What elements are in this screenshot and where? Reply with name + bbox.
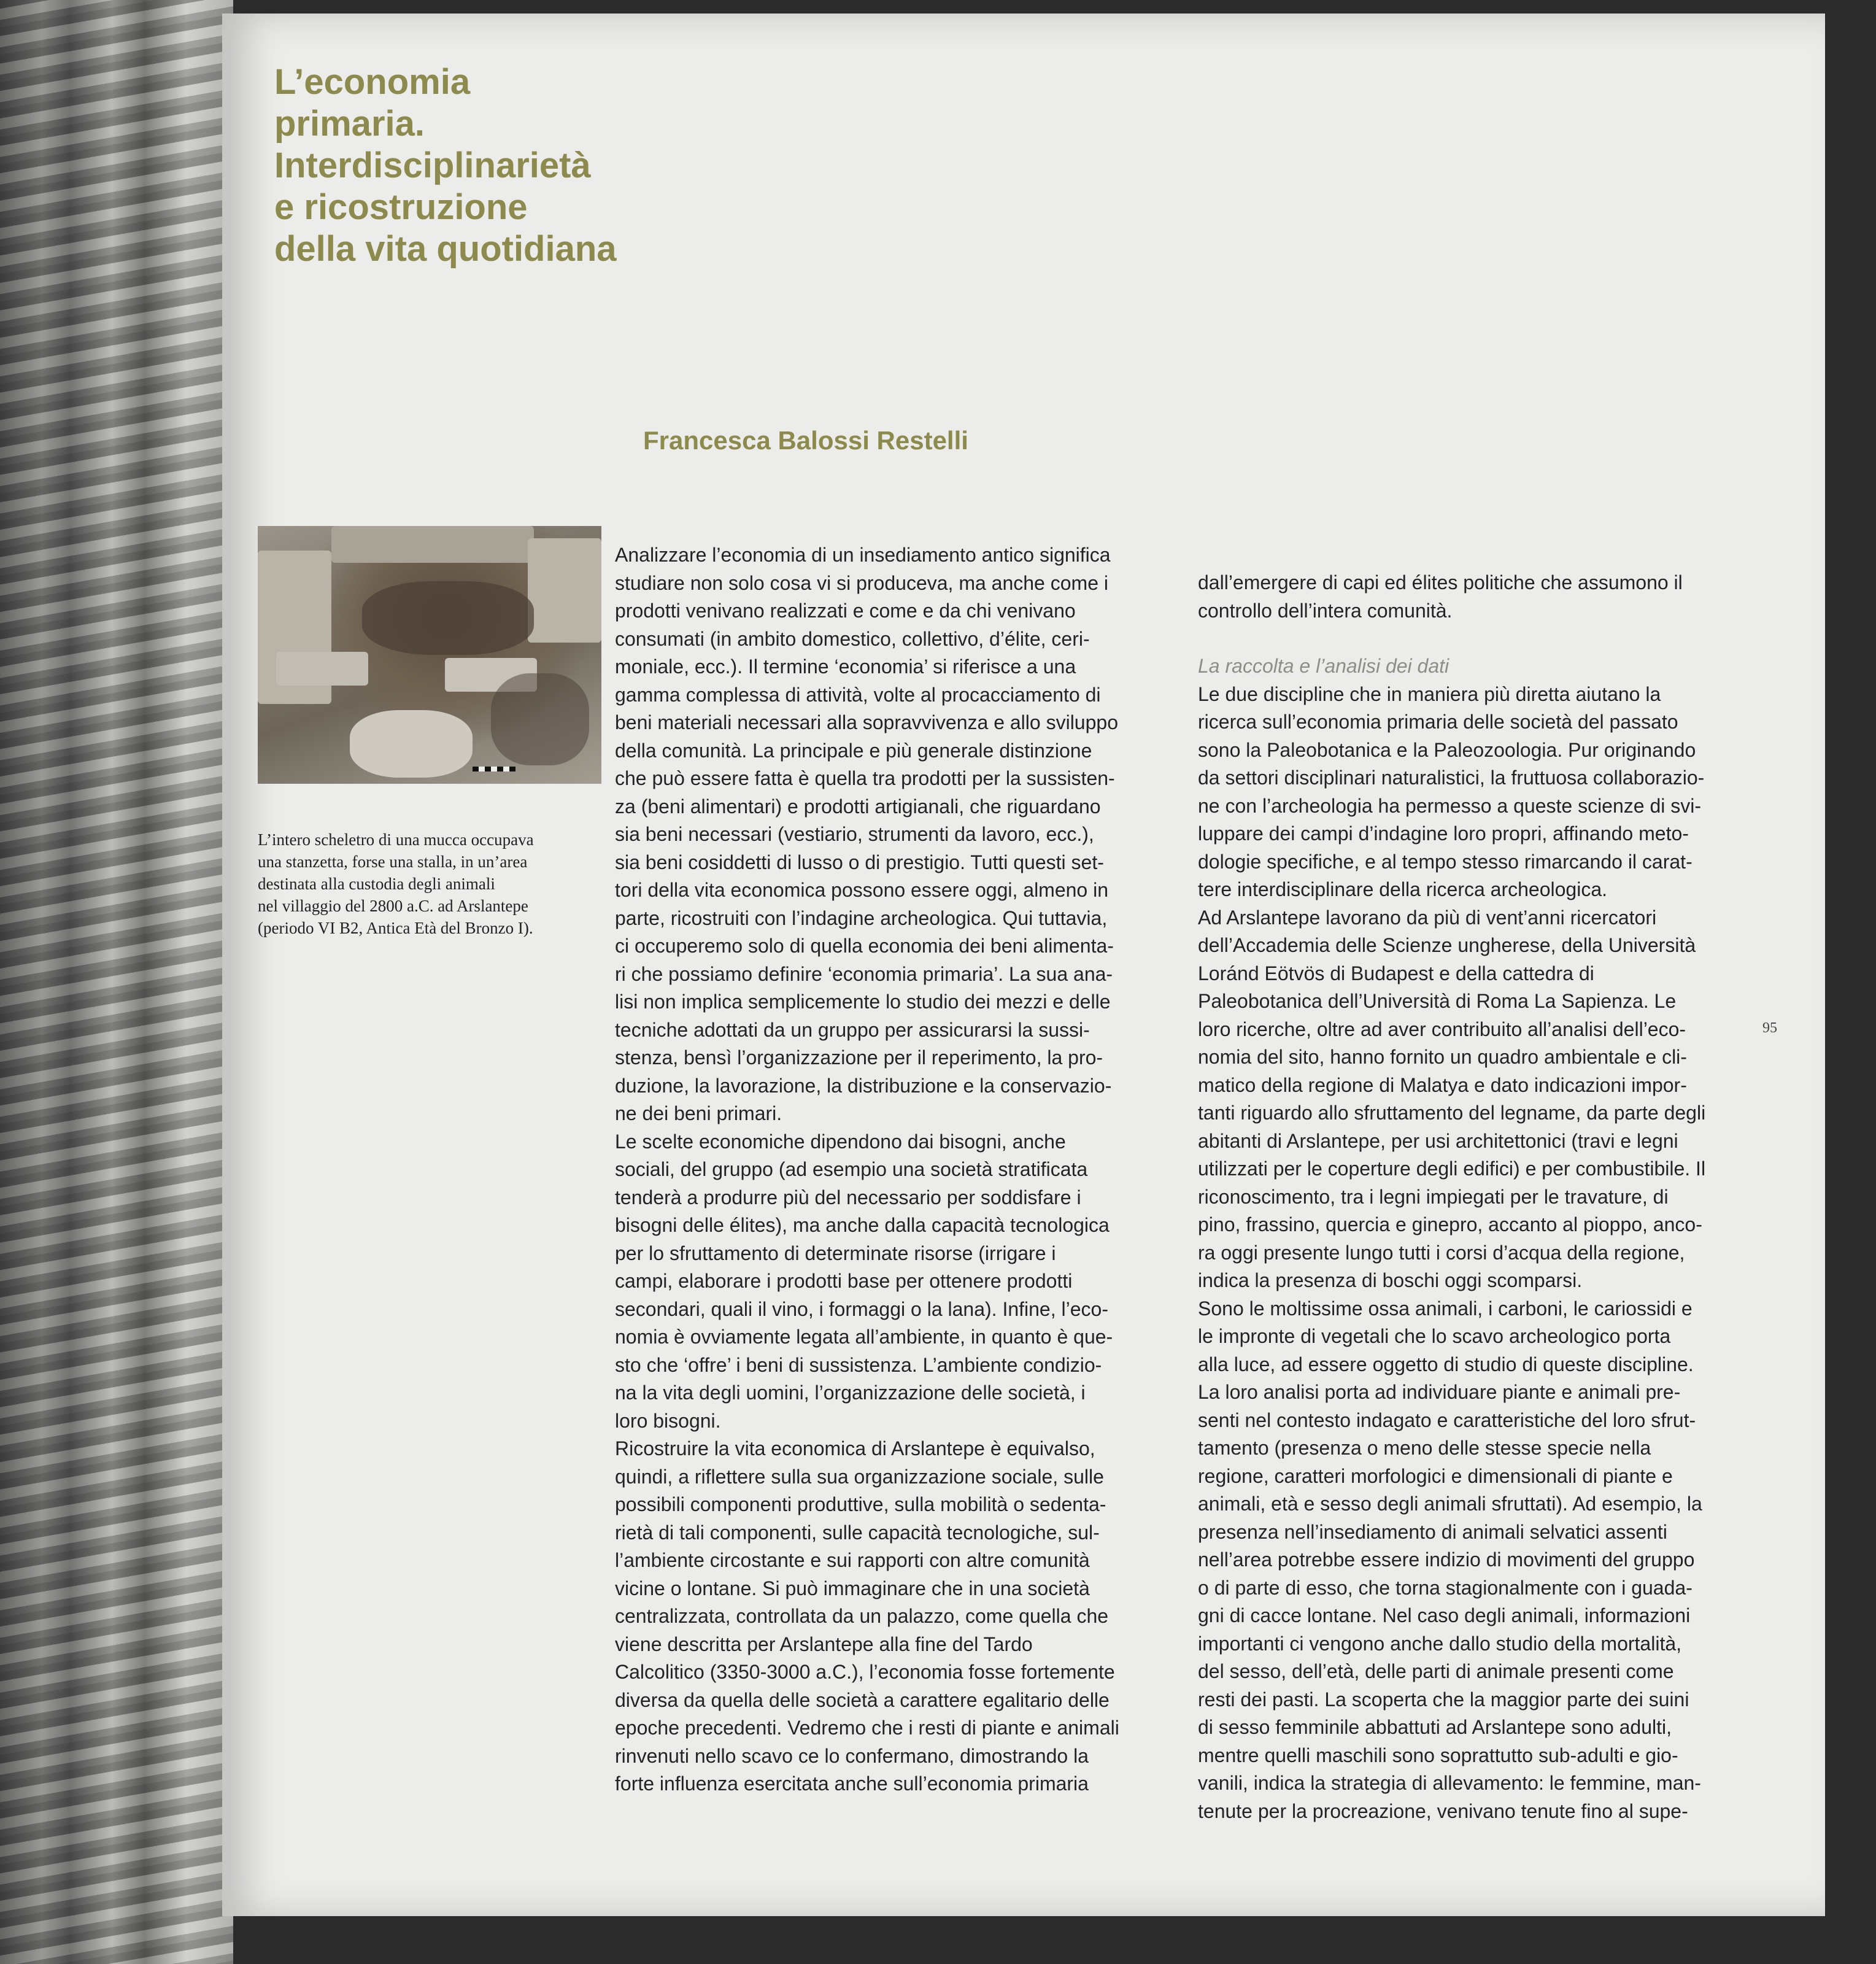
column-right-intro	[1198, 569, 1750, 625]
text-line: diversa da quella delle società a carattere egalitario delle	[615, 1688, 1110, 1711]
text-line: dall’emergere di capi ed élites politiche che assumono il	[1198, 571, 1683, 593]
text-line: di sesso femminile abbattuti ad Arslantepe sono adulti,	[1198, 1716, 1672, 1738]
text-line: stenza, bensì l’organizzazione per il reperimento, la pro-	[615, 1046, 1103, 1069]
text-line: abitanti di Arslantepe, per usi architettonici (travi e legni	[1198, 1129, 1678, 1152]
text-line: dell’Accademia delle Scienze ungherese, della Università	[1198, 934, 1696, 956]
text-line: consumati (in ambito domestico, collettivo, d’élite, ceri-	[615, 627, 1090, 650]
page-number: 95	[1762, 1020, 1777, 1036]
text-line: vanili, indica la strategia di allevamento: le femmine, man-	[1198, 1772, 1701, 1794]
text-line: gni di cacce lontane. Nel caso degli animali, informazioni	[1198, 1604, 1691, 1626]
text-line: presenza nell’insediamento di animali selvatici assenti	[1198, 1520, 1667, 1543]
text-line: quindi, a riflettere sulla sua organizzazione sociale, sulle	[615, 1465, 1104, 1488]
text-line: ne dei beni primari.	[615, 1102, 782, 1124]
text-line: le impronte di vegetali che lo scavo archeologico porta	[1198, 1325, 1671, 1347]
text-line: Ad Arslantepe lavorano da più di vent’anni ricercatori	[1198, 906, 1657, 929]
text-line: per lo sfruttamento di determinate risorse (irrigare i	[615, 1242, 1056, 1264]
text-line: utilizzati per le coperture degli edifici) e per combustibile. Il	[1198, 1158, 1706, 1180]
figure-caption	[258, 829, 601, 939]
text-line: da settori disciplinari naturalistici, la fruttuosa collaborazio-	[1198, 767, 1705, 789]
text-column-left	[615, 541, 1167, 1798]
text-line: bisogni delle élites), ma anche dalla capacità tecnologica	[615, 1214, 1110, 1236]
text-line: beni materiali necessari alla sopravvivenza e allo sviluppo	[615, 711, 1118, 733]
text-line: Le due discipline che in maniera più diretta aiutano la	[1198, 682, 1661, 705]
text-line: tanti riguardo allo sfruttamento del legname, da parte degli	[1198, 1102, 1706, 1124]
text-line: della comunità. La principale e più generale distinzione	[615, 739, 1092, 762]
text-line: controllo dell’intera comunità.	[1198, 599, 1453, 622]
caption-line: (periodo VI B2, Antica Età del Bronzo I).	[258, 919, 533, 937]
text-line: prodotti venivano realizzati e come e da chi venivano	[615, 600, 1076, 622]
text-line: l’ambiente circostante e sui rapporti con altre comunità	[615, 1549, 1090, 1571]
text-line: dologie specifiche, e al tempo stesso rimarcando il carat-	[1198, 850, 1693, 873]
text-line: Sono le moltissime ossa animali, i carboni, le cariossidi e	[1198, 1297, 1693, 1320]
text-line: sociali, del gruppo (ad esempio una società stratificata	[615, 1158, 1088, 1180]
text-line: tenderà a produrre più del necessario per soddisfare i	[615, 1186, 1081, 1208]
text-line: sia beni necessari (vestiario, strumenti da lavoro, ecc.),	[615, 823, 1094, 845]
text-line: Analizzare l’economia di un insediamento antico significa	[615, 544, 1111, 566]
text-line: loro ricerche, oltre ad aver contribuito all’analisi dell’eco-	[1198, 1018, 1686, 1040]
text-line: animali, età e sesso degli animali sfruttati). Ad esempio, la	[1198, 1493, 1702, 1515]
text-line: lisi non implica semplicemente lo studio dei mezzi e delle	[615, 991, 1111, 1013]
text-line: Ricostruire la vita economica di Arslantepe è equivalso,	[615, 1437, 1095, 1459]
text-line: resti dei pasti. La scoperta che la maggior parte dei suini	[1198, 1688, 1689, 1711]
text-line: nomia è ovviamente legata all’ambiente, in quanto è que-	[615, 1326, 1113, 1348]
text-line: viene descritta per Arslantepe alla fine del Tardo	[615, 1633, 1033, 1655]
text-line: importanti ci vengono anche dallo studio della mortalità,	[1198, 1632, 1682, 1655]
text-line: La loro analisi porta ad individuare piante e animali pre-	[1198, 1381, 1681, 1403]
text-line: secondari, quali il vino, i formaggi o la lana). Infine, l’eco-	[615, 1297, 1108, 1320]
column-right-body	[1198, 681, 1750, 1826]
title-line: L’economia	[274, 62, 471, 102]
book-page	[222, 14, 1825, 1916]
title-line: e ricostruzione	[274, 187, 528, 227]
text-line: Calcolitico (3350-3000 a.C.), l’economia fosse fortemente	[615, 1661, 1115, 1683]
text-line: senti nel contesto indagato e caratteristiche del loro sfrut-	[1198, 1409, 1696, 1431]
text-line: ne con l’archeologia ha permesso a queste scienze di svi-	[1198, 794, 1702, 817]
text-line: nomia del sito, hanno fornito un quadro ambientale e cli-	[1198, 1046, 1687, 1068]
text-line: Le scelte economiche dipendono dai bisogni, anche	[615, 1130, 1066, 1153]
text-line: forte influenza esercitata anche sull’economia primaria	[615, 1773, 1089, 1795]
subsection-heading: La raccolta e l’analisi dei dati	[1198, 655, 1449, 677]
excavation-photo	[258, 526, 601, 784]
text-line: nell’area potrebbe essere indizio di movimenti del gruppo	[1198, 1548, 1695, 1571]
text-line: loro bisogni.	[615, 1409, 721, 1432]
text-line: parte, ricostruiti con l’indagine archeologica. Qui tuttavia,	[615, 907, 1108, 929]
book-page-edges	[0, 0, 233, 1964]
text-line: che può essere fatta è quella tra prodotti per la sussisten-	[615, 767, 1115, 789]
text-line: sto che ‘offre’ i beni di sussistenza. L’ambiente condizio-	[615, 1353, 1102, 1376]
text-line: luppare dei campi d’indagine loro propri, affinando meto-	[1198, 822, 1689, 845]
text-line: o di parte di esso, che torna stagionalmente con i guada-	[1198, 1576, 1693, 1599]
text-line: ra oggi presente lungo tutti i corsi d’acqua della regione,	[1198, 1241, 1685, 1264]
title-line: Interdisciplinarietà	[274, 145, 591, 185]
text-line: matico della regione di Malatya e dato indicazioni impor-	[1198, 1073, 1687, 1096]
section-title	[274, 61, 667, 270]
text-line: centralizzata, controllata da un palazzo, come quella che	[615, 1605, 1109, 1627]
caption-line: L’intero scheletro di una mucca occupava	[258, 830, 534, 849]
caption-line: una stanzetta, forse una stalla, in un’area	[258, 852, 528, 871]
text-line: rinvenuti nello scavo ce lo confermano, dimostrando la	[615, 1744, 1089, 1767]
text-line: tecniche adottati da un gruppo per assicurarsi la sussi-	[615, 1018, 1090, 1041]
text-line: na la vita degli uomini, l’organizzazione delle società, i	[615, 1382, 1086, 1404]
text-line: gamma complessa di attività, volte al procacciamento di	[615, 683, 1101, 706]
caption-line: nel villaggio del 2800 a.C. ad Arslantepe	[258, 897, 528, 915]
text-line: rietà di tali componenti, sulle capacità tecnologiche, sul-	[615, 1521, 1100, 1544]
text-line: Loránd Eötvös di Budapest e della cattedra di	[1198, 962, 1594, 984]
text-line: studiare non solo cosa vi si produceva, ma anche come i	[615, 571, 1108, 594]
text-line: campi, elaborare i prodotti base per ottenere prodotti	[615, 1270, 1073, 1292]
text-line: mentre quelli maschili sono soprattutto sub-adulti e gio-	[1198, 1744, 1678, 1766]
text-line: ricerca sull’economia primaria delle società del passato	[1198, 711, 1678, 733]
text-line: tori della vita economica possono essere oggi, almeno in	[615, 879, 1109, 901]
text-line: indica la presenza di boschi oggi scomparsi.	[1198, 1269, 1583, 1291]
text-line: vicine o lontane. Si può immaginare che in una società	[615, 1577, 1090, 1599]
title-line: primaria.	[274, 104, 425, 144]
text-line: epoche precedenti. Vedremo che i resti di piante e animali	[615, 1717, 1119, 1739]
title-line: della vita quotidiana	[274, 229, 617, 269]
text-line: ci occuperemo solo di quella economia dei beni alimenta-	[615, 935, 1114, 957]
text-line: moniale, ecc.). Il termine ‘economia’ si riferisce a una	[615, 655, 1076, 678]
text-line: tenute per la procreazione, venivano tenute fino al supe-	[1198, 1800, 1688, 1822]
text-line: sia beni cosiddetti di lusso o di prestigio. Tutti questi set-	[615, 851, 1104, 873]
text-line: riconoscimento, tra i legni impiegati per le travature, di	[1198, 1185, 1669, 1208]
text-line: duzione, la lavorazione, la distribuzione e la conservazio-	[615, 1074, 1112, 1097]
text-line: pino, frassino, quercia e ginepro, accanto al pioppo, anco-	[1198, 1213, 1702, 1235]
text-line: regione, caratteri morfologici e dimensionali di piante e	[1198, 1464, 1673, 1487]
text-line: alla luce, ad essere oggetto di studio di queste discipline.	[1198, 1353, 1694, 1375]
text-line: ri che possiamo definire ‘economia primaria’. La sua ana-	[615, 962, 1113, 985]
text-column-right	[1198, 569, 1750, 1825]
text-line: Paleobotanica dell’Università di Roma La Sapienza. Le	[1198, 990, 1677, 1012]
author-name: Francesca Balossi Restelli	[643, 426, 968, 455]
text-line: tamento (presenza o meno delle stesse specie nella	[1198, 1437, 1651, 1459]
text-line: tere interdisciplinare della ricerca archeologica.	[1198, 878, 1607, 900]
caption-line: destinata alla custodia degli animali	[258, 875, 495, 893]
text-line: sono la Paleobotanica e la Paleozoologia. Pur originando	[1198, 738, 1696, 761]
text-line: del sesso, dell’età, delle parti di animale presenti come	[1198, 1660, 1674, 1682]
text-line: possibili componenti produttive, sulla mobilità o sedenta-	[615, 1493, 1106, 1515]
text-line: za (beni alimentari) e prodotti artigianali, che riguardano	[615, 795, 1101, 818]
